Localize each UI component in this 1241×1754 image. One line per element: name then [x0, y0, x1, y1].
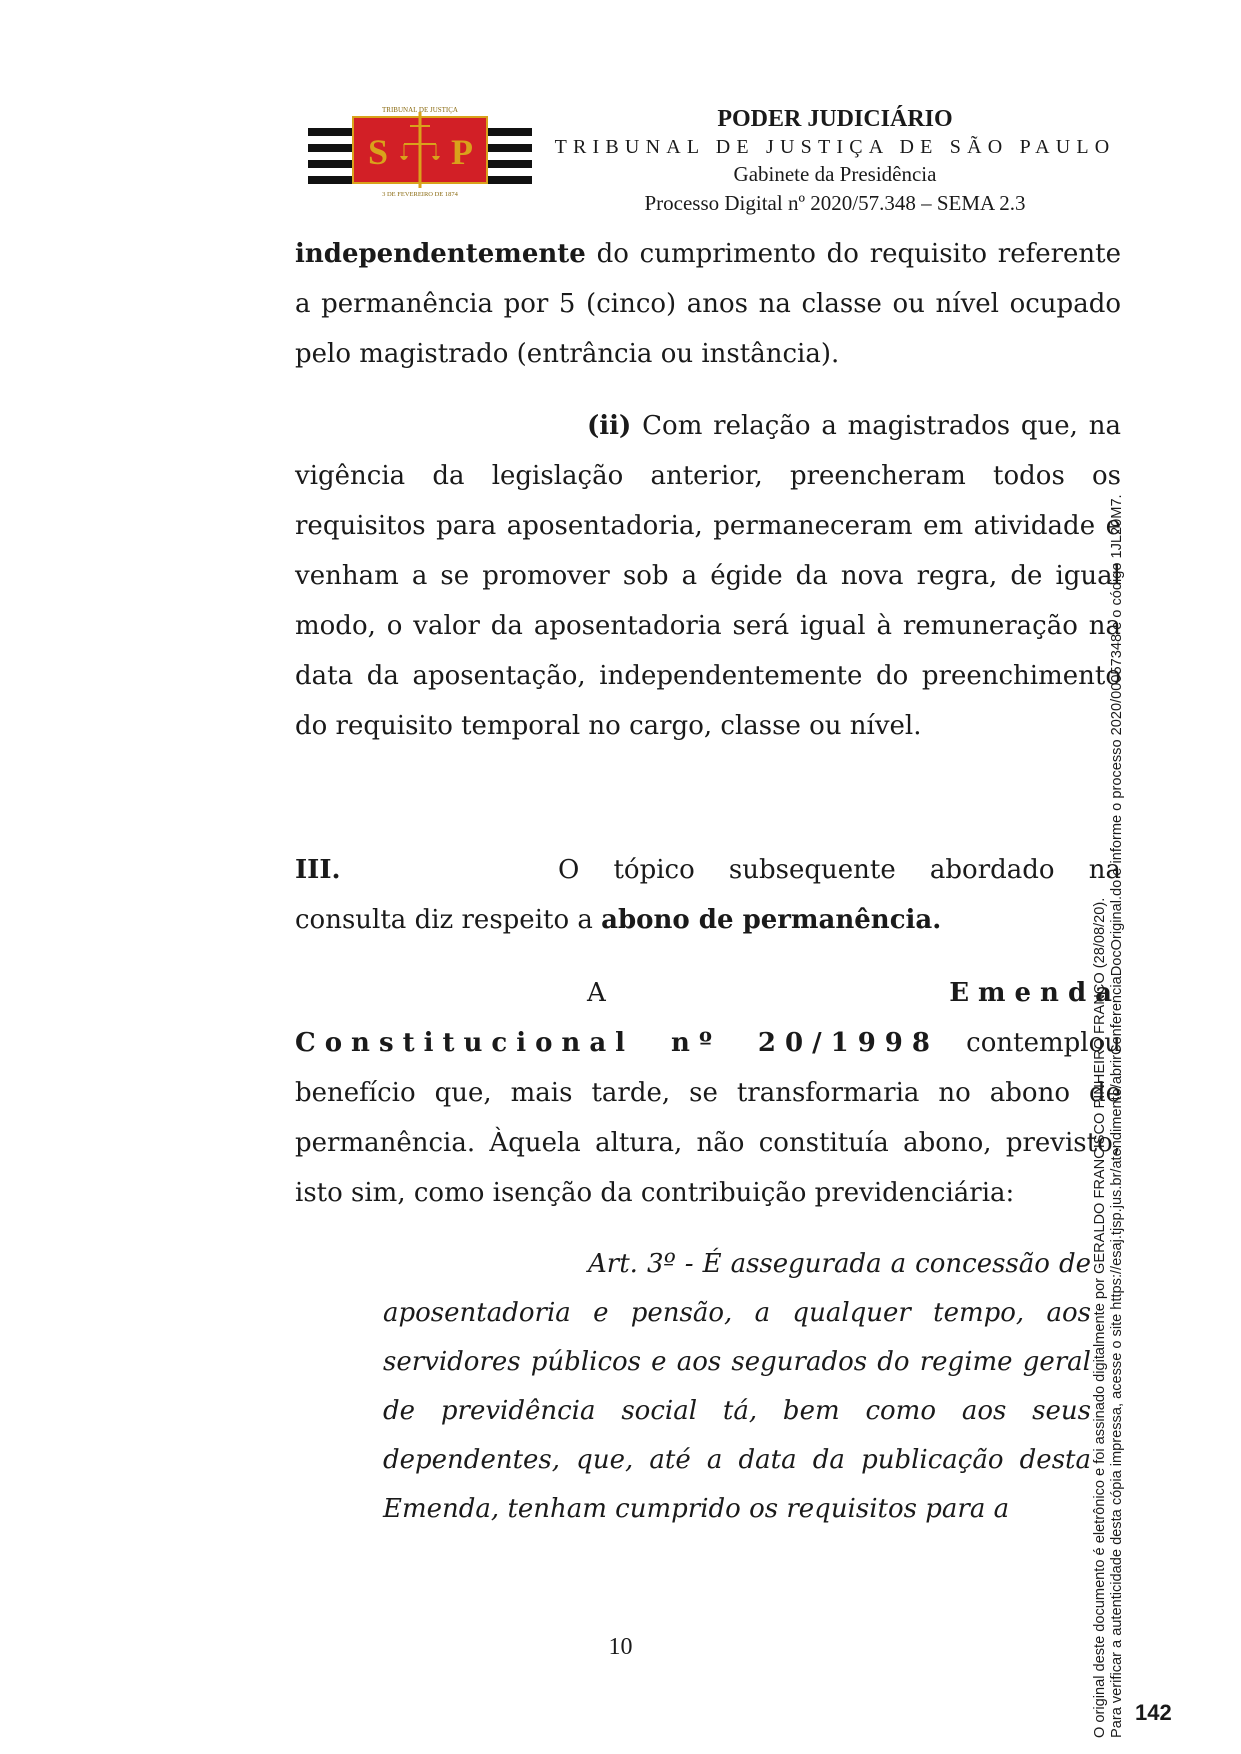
paragraph-4	[295, 968, 1121, 1218]
digital-signature-note	[1092, 268, 1126, 1738]
citation-text: Art. 3º - É assegurada a concessão de aposentadoria e pensão, a qualquer tempo, aos servidores públicos e aos segurados do regime geral de previdência social tá, bem como aos seus dependentes, que, até a data da publicação desta Emenda, tenham cumprido os requisitos para a	[383, 1249, 1091, 1524]
paragraph-2-bold: (ii)	[587, 411, 632, 441]
signature-line-1: O original deste documento é eletrônico e foi assinado digitalmente por GERALDO FRANCISCO PINHEIRO FRANCO (28/08/20).	[1092, 897, 1108, 1738]
paragraph-4-text: contemplou benefício que, mais tarde, se transformaria no abono de permanência. Àquela altura, não constituía abono, previsto, isto sim, como isenção da contribuição previdenciária:	[295, 1028, 1121, 1208]
paragraph-2-text: Com relação a magistrados que, na vigência da legislação anterior, preencheram todos os requisitos para aposentadoria, permaneceram em atividade e venham a se promover sob a égide da nova regra, de igual modo, o valor da aposentadoria será igual à remuneração na data da aposentação, independentemente do preenchimento do requisito temporal no cargo, classe ou nível.	[295, 411, 1121, 741]
folio-number: 142	[1135, 1700, 1172, 1725]
paragraph-2	[295, 401, 1121, 751]
paragraph-1	[295, 229, 1121, 379]
header-process-number: Processo Digital nº 2020/57.348 – SEMA 2.3	[644, 191, 1026, 215]
seal-caption-top: TRIBUNAL DE JUSTIÇA	[382, 106, 458, 114]
paragraph-4-lead: A	[587, 978, 950, 1008]
header-court: TRIBUNAL DE JUSTIÇA DE SÃO PAULO	[554, 136, 1116, 158]
paragraph-4-bold: Emenda Constitucional nº 20/1998	[295, 978, 1121, 1058]
page-number: 10	[608, 1634, 633, 1660]
signature-line-2: Para verificar a autenticidade desta cópia impressa, acesse o site https://esaj.tjsp.jus.br/atendimento/abrirConferenciaDocOriginal.do e informe o processo 2020/00057348 e o código 1JL20M7.	[1109, 494, 1125, 1738]
legal-citation	[383, 1240, 1091, 1534]
paragraph-1-text: do cumprimento do requisito referente a permanência por 5 (cinco) anos na classe ou nível ocupado pelo magistrado (entrância ou instância).	[295, 239, 1121, 369]
paragraph-3	[295, 845, 1121, 945]
seal-letter-p: P	[451, 132, 473, 172]
document-header	[545, 104, 1125, 218]
seal-letter-s: S	[367, 132, 389, 172]
paragraph-3-text: O tópico subsequente abordado na consulta diz respeito a	[295, 855, 1121, 935]
tjsp-seal-logo	[308, 104, 532, 198]
paragraph-1-bold: independentemente	[295, 239, 586, 269]
header-title: PODER JUDICIÁRIO	[717, 106, 953, 132]
seal-caption-bottom: 3 DE FEVEREIRO DE 1874	[382, 191, 458, 198]
section-number: III.	[295, 855, 341, 885]
header-office: Gabinete da Presidência	[733, 162, 937, 186]
paragraph-3-bold: abono de permanência.	[601, 905, 942, 935]
